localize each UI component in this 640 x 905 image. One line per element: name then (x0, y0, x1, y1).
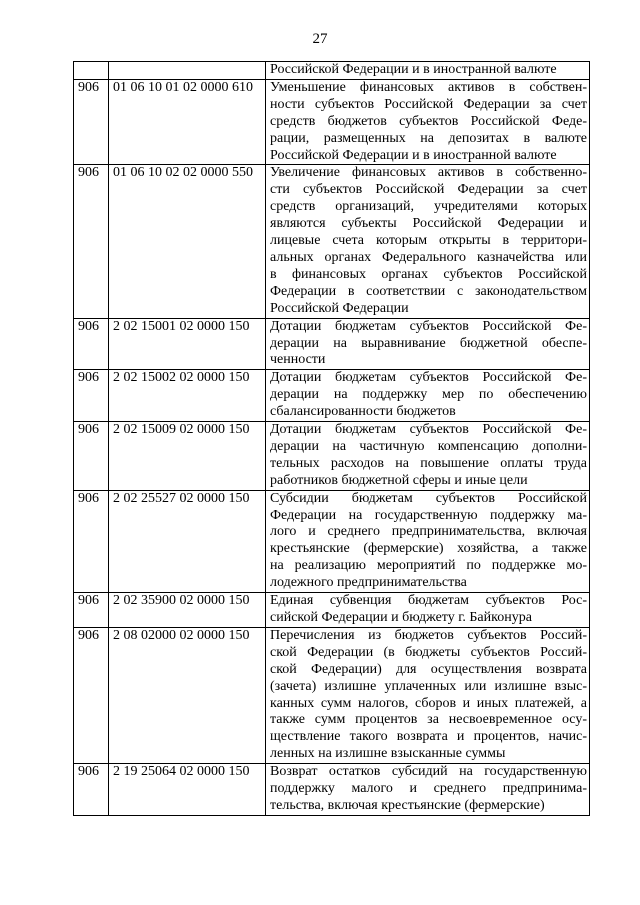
description-line: лодежного предпринимательства (270, 575, 467, 591)
budget-code-cell: 2 19 25064 02 0000 150 (109, 764, 266, 816)
description-line: дерации на поддержку мер по обеспечению (270, 387, 587, 403)
description-line: ности субъектов Российской Федерации за счет (270, 96, 587, 112)
table-row (74, 422, 590, 491)
description-line: Российской Федерации (270, 300, 409, 316)
description-line: дерации на частичную компенсацию дополни- (270, 438, 587, 454)
admin-code-cell: 906 (74, 422, 109, 491)
admin-code-cell: 906 (74, 593, 109, 628)
description-line: на реализацию мероприятий по поддержке мо- (270, 558, 587, 574)
description-cell (266, 490, 590, 592)
description-cell (266, 79, 590, 165)
description-cell (266, 165, 590, 318)
description-line: работников бюджетной сферы и иные цели (270, 472, 528, 488)
budget-classification-table (73, 61, 590, 816)
description-line: в финансовых органах субъектов Российской (270, 266, 587, 282)
description-line: сбалансированности бюджетов (270, 404, 456, 420)
description-line: альных органах Федерального казначейства или (270, 249, 587, 265)
budget-code-cell: 2 02 15001 02 0000 150 (109, 318, 266, 370)
budget-code-cell (109, 62, 266, 80)
budget-code-cell: 01 06 10 01 02 0000 610 (109, 79, 266, 165)
description-line: (зачета) излишне уплаченных или излишне взыс- (270, 678, 587, 694)
description-line: Уменьшение финансовых активов в собствен- (270, 79, 587, 95)
description-line: Федерации на государственную поддержку ма- (270, 507, 587, 523)
admin-code-cell: 906 (74, 490, 109, 592)
description-cell (266, 370, 590, 422)
budget-code-cell: 2 02 25527 02 0000 150 (109, 490, 266, 592)
description-line: Российской Федерации и в иностранной валюте (270, 147, 557, 163)
description-line: ченности (270, 352, 326, 368)
description-line: также сумм процентов за несвоевременное осу- (270, 712, 587, 728)
description-line: Увеличение финансовых активов в собственно- (270, 165, 587, 181)
description-line: Возврат остатков субсидий на государственную (270, 764, 587, 780)
description-line: лицевые счета которым открыты в территори- (270, 233, 587, 249)
table-row (74, 62, 590, 80)
description-line: ской Федерации) для осуществления возврата (270, 661, 587, 677)
admin-code-cell: 906 (74, 165, 109, 318)
description-line: сти субъектов Российской Федерации за счет (270, 182, 587, 198)
description-line: ской Федерации (в бюджеты субъектов Россий- (270, 644, 587, 660)
description-line: являются субъекты Российской Федерации и (270, 216, 587, 232)
table-row (74, 490, 590, 592)
admin-code-cell: 906 (74, 764, 109, 816)
description-line: Субсидии бюджетам субъектов Российской (270, 490, 587, 506)
description-line: ленных на излишне взысканные суммы (270, 746, 506, 762)
description-line: средств бюджетов субъектов Российской Феде- (270, 113, 587, 129)
description-line: сийской Федерации и бюджету г. Байконура (270, 610, 532, 625)
description-line: рации, размещенных на депозитах в валюте (270, 130, 587, 146)
description-line: Российской Федерации и в иностранной валюте (270, 62, 557, 77)
description-line: ществление такого возврата и процентов, начис- (270, 729, 587, 745)
admin-code-cell: 906 (74, 318, 109, 370)
admin-code-cell (74, 62, 109, 80)
budget-code-cell: 2 02 15002 02 0000 150 (109, 370, 266, 422)
table-body (74, 62, 590, 816)
description-line: Дотации бюджетам субъектов Российской Фе- (270, 318, 587, 334)
description-cell (266, 62, 590, 80)
description-line: средств организаций, учредителями которых (270, 199, 587, 215)
description-line: дерации на выравнивание бюджетной обеспе- (270, 335, 587, 351)
description-line: крестьянские (фермерские) хозяйства, а также (270, 541, 587, 557)
description-cell (266, 593, 590, 628)
description-line: тельных расходов на повышение оплаты труда (270, 455, 587, 471)
description-line: тельства, включая крестьянские (фермерские) (270, 797, 545, 813)
description-line: поддержку малого и среднего предпринима- (270, 781, 587, 797)
budget-code-cell: 01 06 10 02 02 0000 550 (109, 165, 266, 318)
description-line: Дотации бюджетам субъектов Российской Фе- (270, 370, 587, 386)
table-row (74, 370, 590, 422)
budget-code-cell: 2 02 35900 02 0000 150 (109, 593, 266, 628)
page-number: 27 (312, 31, 328, 47)
description-cell (266, 764, 590, 816)
table-row (74, 318, 590, 370)
table-row (74, 79, 590, 165)
description-line: Единая субвенция бюджетам субъектов Рос- (270, 593, 587, 609)
admin-code-cell: 906 (74, 627, 109, 763)
description-cell (266, 318, 590, 370)
admin-code-cell: 906 (74, 370, 109, 422)
description-cell (266, 627, 590, 763)
table-row (74, 764, 590, 816)
admin-code-cell: 906 (74, 79, 109, 165)
table-row (74, 627, 590, 763)
table-row (74, 165, 590, 318)
description-line: Федерации в соответствии с законодательством (270, 283, 587, 299)
description-cell (266, 422, 590, 491)
table-row (74, 593, 590, 628)
budget-code-cell: 2 08 02000 02 0000 150 (109, 627, 266, 763)
description-line: Дотации бюджетам субъектов Российской Фе- (270, 422, 587, 438)
description-line: канных сумм налогов, сборов и иных платежей, а (270, 695, 587, 711)
budget-code-cell: 2 02 15009 02 0000 150 (109, 422, 266, 491)
description-line: Перечисления из бюджетов субъектов Россий- (270, 627, 587, 643)
description-line: лого и среднего предпринимательства, включая (270, 524, 587, 540)
